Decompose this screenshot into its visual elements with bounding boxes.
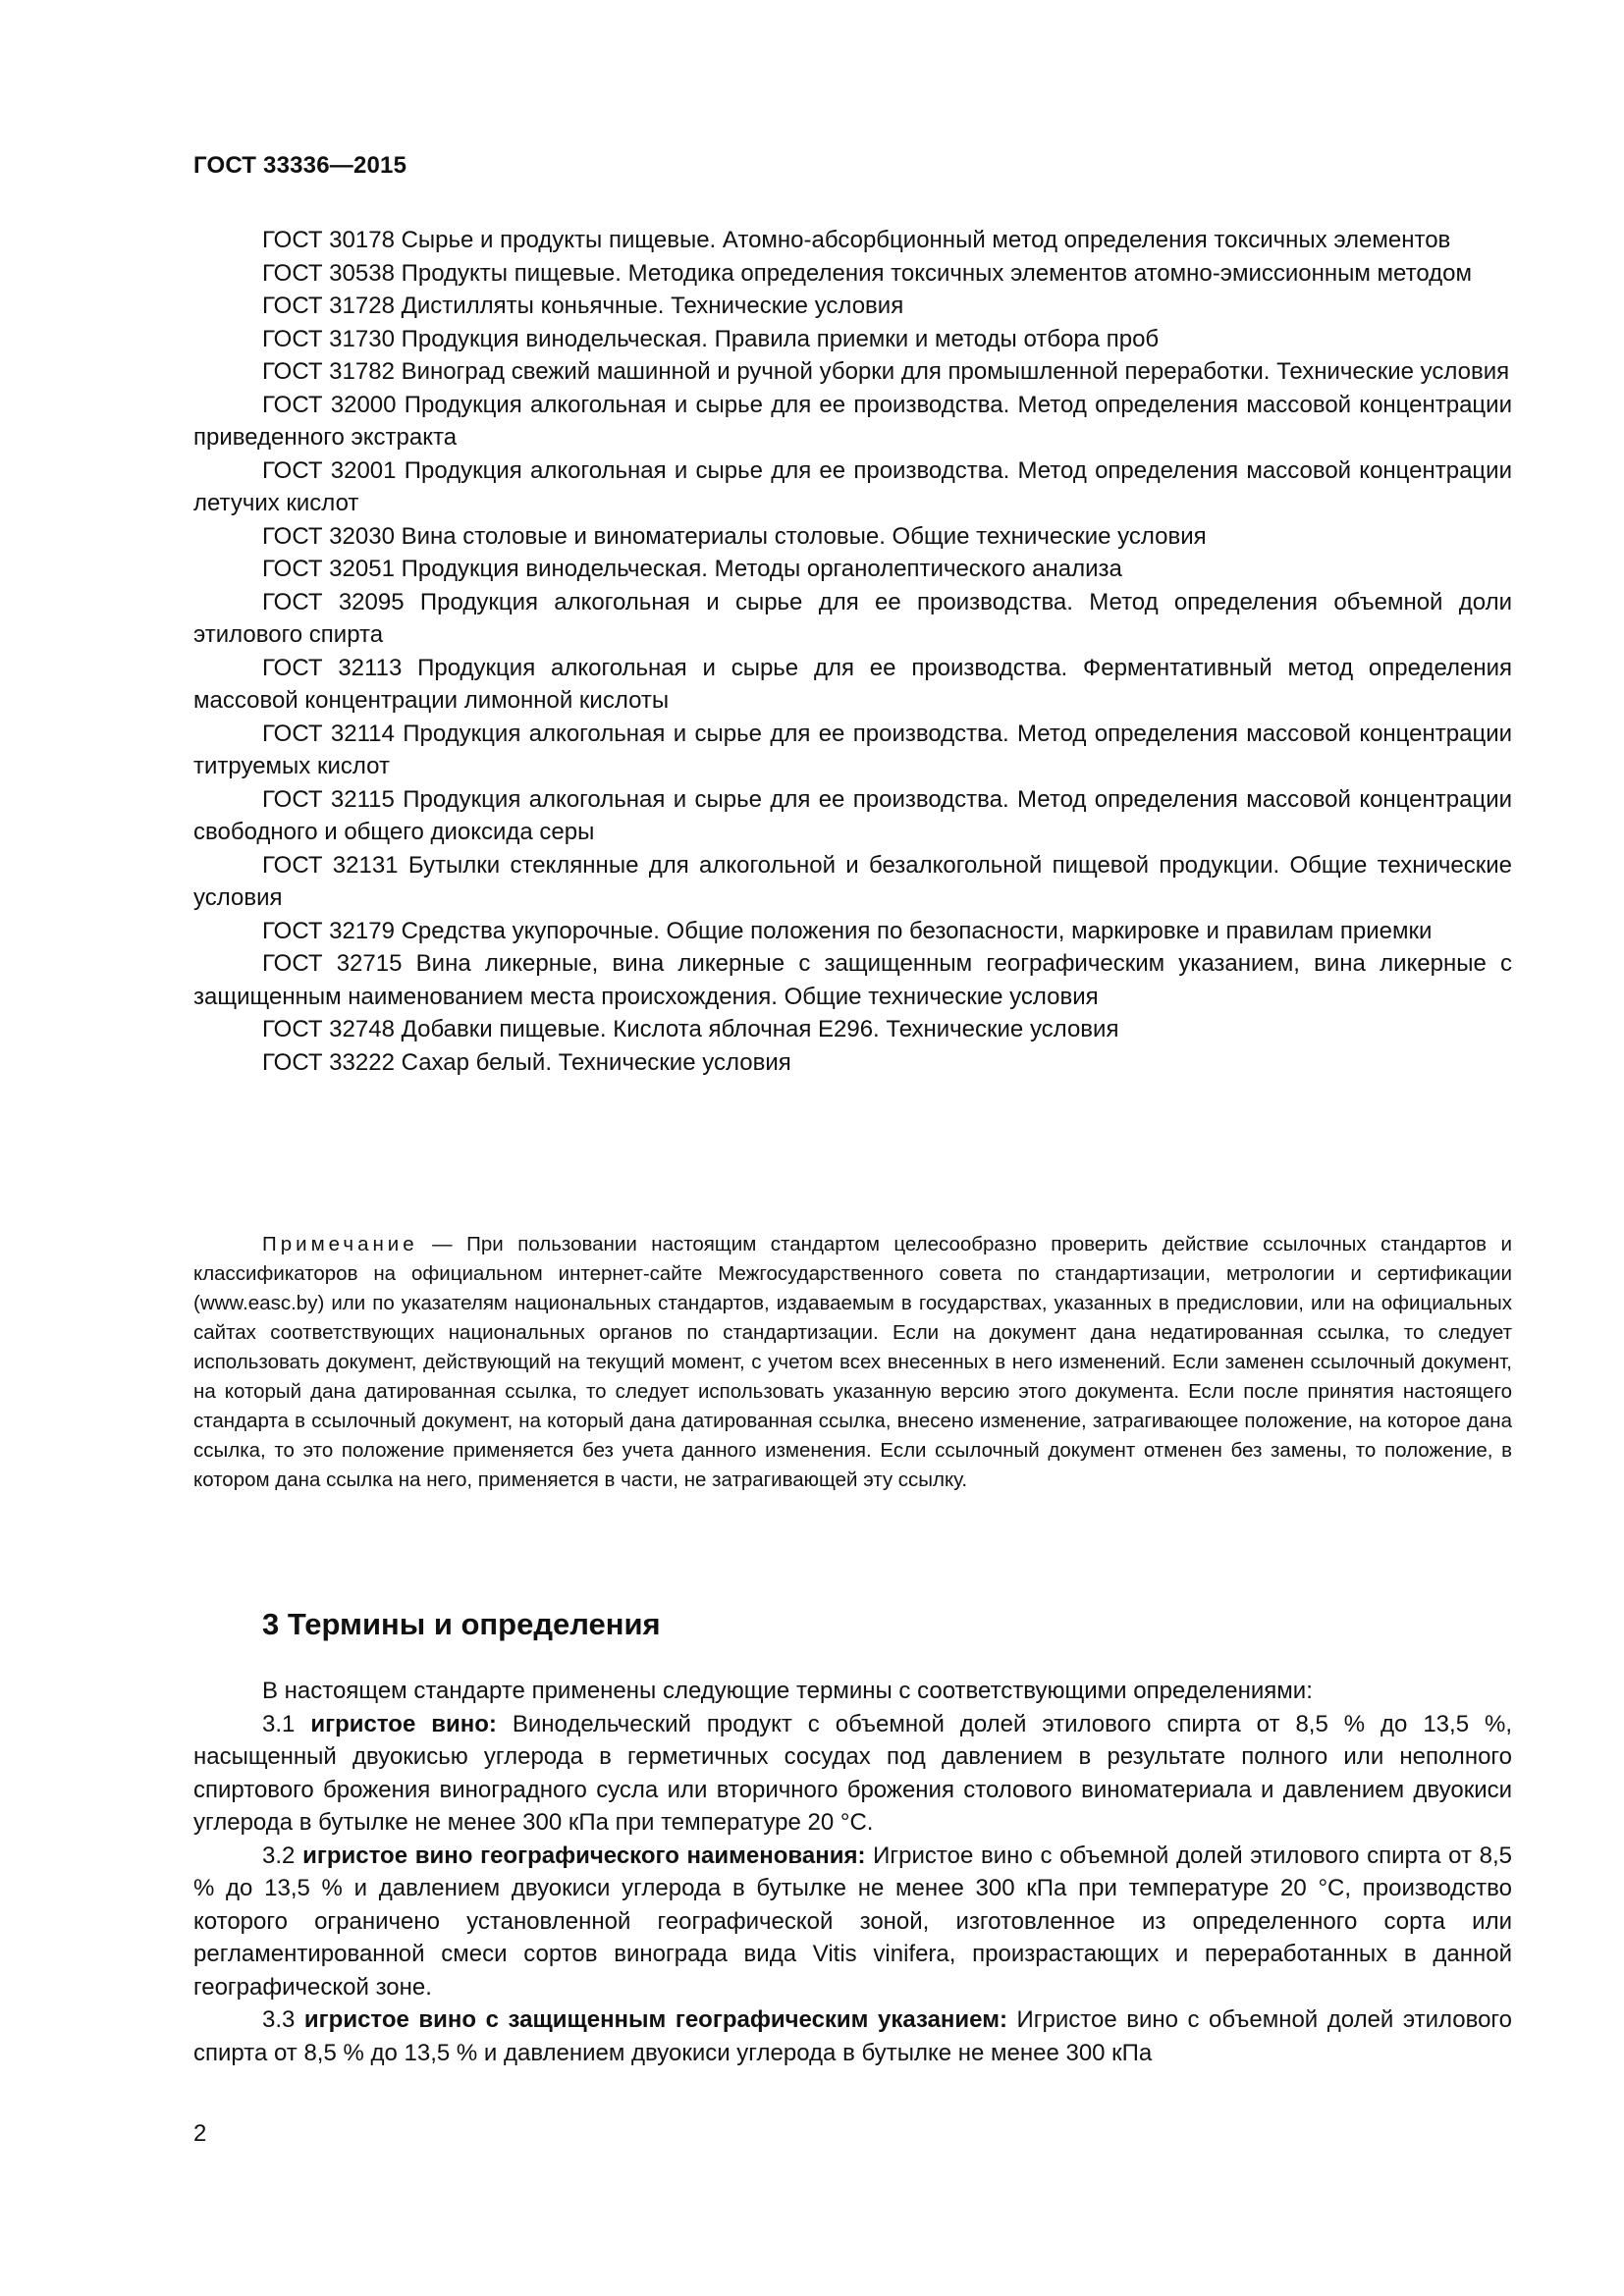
reference-title: Виноград свежий машинной и ручной уборки для промышленной переработки. Технические условия [401,358,1510,385]
term-number: 3.3 [262,2006,296,2033]
term-definition: Игристое вино с объемной долей этилового спирта от 8,5 % до 13,5 % и давлением двуокиси углерода в бутылке не менее 300 кПа [193,2006,1513,2066]
reference-item [193,915,1512,948]
reference-title: Продукция алкогольная и сырье для ее производства. Метод определения массовой концентрации летучих кислот [193,456,1512,516]
reference-code: ГОСТ 32113 [262,654,403,681]
reference-title: Продукция алкогольная и сырье для ее производства. Метод определения массовой концентрации титруемых кислот [193,720,1513,779]
reference-code: ГОСТ 32748 [262,1016,395,1042]
reference-note [193,1230,1512,1495]
reference-title: Бутылки стеклянные для алкогольной и безалкогольной пищевой продукции. Общие технические условия [193,851,1512,911]
reference-code: ГОСТ 32000 [262,391,397,418]
reference-code: ГОСТ 32095 [262,588,405,615]
reference-item [193,257,1512,291]
reference-title: Дистилляты коньячные. Технические условия [401,293,904,319]
reference-item [193,323,1512,356]
term-entry [193,1840,1512,2004]
reference-code: ГОСТ 30178 [262,227,395,253]
reference-code: ГОСТ 32715 [262,950,403,977]
reference-code: ГОСТ 31728 [262,293,395,319]
reference-item [193,783,1512,849]
reference-title: Продукция алкогольная и сырье для ее производства. Метод определения массовой концентрации приведенного экстракта [193,391,1512,451]
term-entry [193,2003,1512,2069]
section-title: 3 Термины и определения [262,1607,661,1641]
reference-item [193,652,1512,718]
term-definition: Винодельческий продукт с объемной долей этилового спирта от 8,5 % до 13,5 %, насыщенный двуокисью углерода в герметичных сосудах под давлением в результате полного или неполного спиртового брожения виноградного сусла или вторичного брожения столового виноматериала и давлением двуокиси углерода в бутылке не менее 300 кПа при температуре 20 °С. [193,1710,1513,1836]
reference-code: ГОСТ 32114 [262,720,395,747]
reference-title: Продукция алкогольная и сырье для ее производства. Метод определения массовой концентрации свободного и общего диоксида серы [193,785,1513,845]
page-number: 2 [193,2120,207,2147]
reference-item [193,1046,1512,1080]
reference-title: Средства укупорочные. Общие положения по безопасности, маркировке и правилам приемки [401,917,1433,944]
reference-title: Продукция алкогольная и сырье для ее производства. Ферментативный метод определения массовой концентрации лимонной кислоты [193,654,1512,714]
reference-code: ГОСТ 31730 [262,325,395,352]
reference-title: Вина столовые и виноматериалы столовые. Общие технические условия [401,522,1207,550]
reference-title: Продукция винодельческая. Методы органолептического анализа [401,556,1122,582]
reference-item [193,947,1512,1013]
reference-item [193,553,1512,586]
term-entry [193,1708,1512,1840]
term-number: 3.2 [262,1842,296,1869]
reference-code: ГОСТ 32131 [262,851,399,879]
reference-item [193,355,1512,389]
reference-item [193,454,1512,520]
reference-item [193,849,1512,915]
reference-title: Сырье и продукты пищевые. Атомно-абсорбционный метод определения токсичных элементов [401,227,1451,253]
reference-item [193,290,1512,323]
reference-item [193,1013,1512,1046]
reference-code: ГОСТ 32179 [262,917,395,944]
reference-code: ГОСТ 31782 [262,358,395,385]
reference-title: Добавки пищевые. Кислота яблочная Е296. Технические условия [401,1016,1119,1042]
term-name: игристое вино: [310,1710,497,1737]
term-name: игристое вино с защищенным географическим указанием: [303,2006,1007,2033]
reference-item [193,389,1512,454]
reference-code: ГОСТ 32051 [262,556,395,582]
reference-title: Продукты пищевые. Методика определения токсичных элементов атомно-эмиссионным методом [401,259,1472,287]
document-header: ГОСТ 33336—2015 [193,152,407,179]
reference-title: Продукция винодельческая. Правила приемки и методы отбора проб [401,325,1160,352]
note-label: Примечание [262,1233,418,1255]
normative-references-list [193,224,1512,1079]
reference-item [193,718,1512,783]
reference-item [193,224,1512,257]
reference-item [193,586,1512,652]
reference-code: ГОСТ 32001 [262,456,397,484]
reference-code: ГОСТ 33222 [262,1048,395,1076]
terms-section [193,1675,1512,2069]
reference-code: ГОСТ 32030 [262,522,395,550]
reference-code: ГОСТ 30538 [262,259,395,287]
reference-title: Сахар белый. Технические условия [401,1048,791,1076]
reference-code: ГОСТ 32115 [262,785,395,813]
term-name: игристое вино географического наименования: [302,1842,866,1869]
reference-title: Вина ликерные, вина ликерные с защищенным географическим указанием, вина ликерные с защищенным наименованием места происхождения. Общие технические условия [193,950,1513,1010]
terms-intro: В настоящем стандарте применены следующие термины с соответствующими определениями: [262,1678,1313,1704]
reference-item [193,520,1512,554]
note-text: — При пользовании настоящим стандартом целесообразно проверить действие ссылочных стандартов и классификаторов на официальном интернет-сайте Межгосударственного совета по стандартизации, метрологии и сертификации (www.easc.by) или по указателям национальных стандартов, издаваемым в государствах, указанных в предисловии, или на официальных сайтах соответствующих национальных органов по стандартизации. Если на документ дана недатированная ссылка, то следует использовать документ, действующий на текущий момент, с учетом всех внесенных в него изменений. Если заменен ссылочный документ, на который дана датированная ссылка, то следует использовать указанную версию этого документа. Если после принятия настоящего стандарта в ссылочный документ, на который дана датированная ссылка, внесено изменение, затрагивающее положение, на которое дана ссылка, то это положение применяется без учета данного изменения. Если ссылочный документ отменен без замены, то положение, в котором дана ссылка на него, применяется в части, не затрагивающей эту ссылку. [193,1233,1512,1491]
term-definition: Игристое вино с объемной долей этилового спирта от 8,5 % до 13,5 % и давлением двуокиси углерода в бутылке не менее 300 кПа при температуре 20 °С, производство которого ограничено установленной географической зоной, изготовленное из определенного сорта или регламентированной смеси сортов винограда вида Vitis vinifera, произрастающих и переработанных в данной географической зоне. [193,1842,1513,2001]
term-number: 3.1 [262,1710,296,1737]
reference-title: Продукция алкогольная и сырье для ее производства. Метод определения объемной доли этилового спирта [193,588,1513,648]
